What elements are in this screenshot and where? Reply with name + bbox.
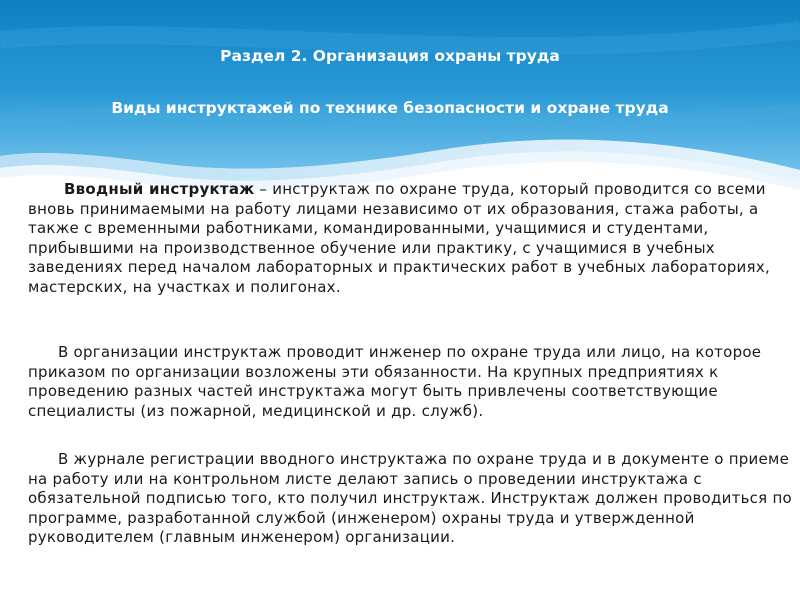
slide-subtitle: Виды инструктажей по технике безопасности и охране труда — [111, 99, 669, 117]
term-vvodny-instruktazh: Вводный инструктаж — [64, 180, 255, 198]
paragraph-3-text: В журнале регистрации вводного инструктажа по охране труда и в документе о приеме на работу или на контрольном листе делают запись о проведении инструктажа с обязательной подписью того, кто получил инструктаж. Инструктаж должен проводиться по программе, разработанной службой (инженером) охраны труда и утвержденной руководителем (главным инженером) организации. — [28, 450, 792, 547]
section-title: Раздел 2. Организация охраны труда — [220, 47, 560, 65]
paragraph-1-text: – инструктаж по охране труда, который проводится со всеми вновь принимаемыми на работу лицами независимо от их образования, стажа работы, а также с временными работниками, командированными, учащимися и студентами, прибывшими на производственное обучение или практику, с учащимися в учебных заведениях перед началом лабораторных и практических работ в учебных лабораториях, мастерских, на участках и полигонах. — [28, 180, 770, 296]
paragraph-intro-briefing — [28, 180, 793, 298]
paragraph-journal — [28, 450, 793, 548]
paragraph-2-text: В организации инструктаж проводит инженер по охране труда или лицо, на которое приказом по организации возложены эти обязанности. На крупных предприятиях к проведению разных частей инструктажа могут быть привлечены соответствующие специалисты (из пожарной, медицинской и др. служб). — [28, 343, 762, 420]
paragraph-responsible — [28, 343, 793, 421]
